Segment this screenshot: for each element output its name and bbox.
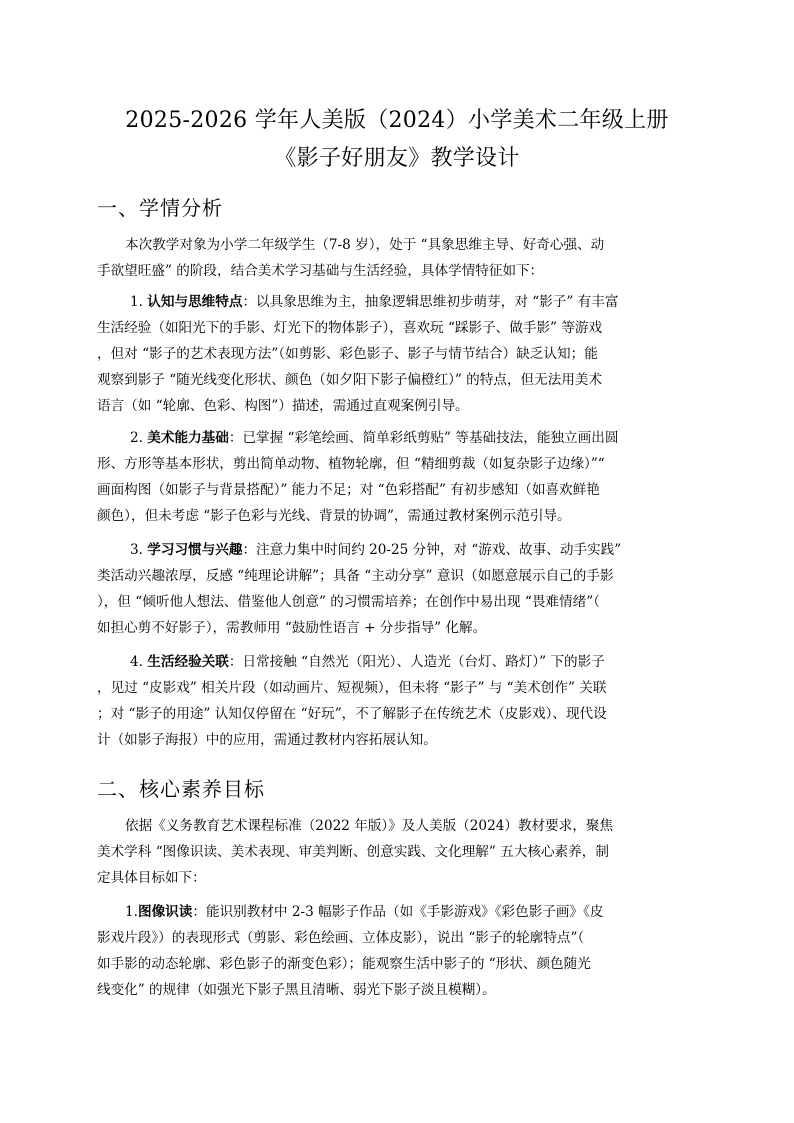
list-item-label: 美术能力基础 [147, 430, 229, 446]
paragraph-line: 手欲望旺盛” 的阶段，结合美术学习基础与生活经验，具体学情特征如下： [97, 263, 544, 279]
list-item-text: ：注意力集中时间约 20-25 分钟，对 “游戏、故事、动手实践” [242, 542, 622, 558]
list-item-number: 4. [130, 654, 148, 670]
list-item-text: ：以具象思维为主，抽象逻辑思维初步萌芽，对 “影子” 有丰富 [242, 294, 619, 310]
paragraph-line: ，但对 “影子的艺术表现方法”（如剪影、彩色影子、影子与情节结合）缺乏认知；能 [97, 346, 598, 362]
paragraph-line: ，见过 “皮影戏” 相关片段（如动画片、短视频），但未将 “影子” 与 “美术创作” 关联 [97, 680, 607, 696]
paragraph-line: ），但 “倾听他人想法、借鉴他人创意” 的习惯需培养；在创作中易出现 “畏难情绪”（ [97, 594, 600, 610]
paragraph-line: 类活动兴趣浓厚，反感 “纯理论讲解”；具备 “主动分享” 意识（如愿意展示自己的手影 [97, 568, 614, 584]
paragraph-line: 形、方形等基本形状，剪出简单动物、植物轮廓，但 “精细剪裁（如复杂影子边缘）”“ [97, 456, 605, 472]
list-item-life-experience-first-line [130, 652, 700, 672]
document-title-line-2: 《影子好朋友》教学设计 [274, 146, 520, 171]
paragraph-line: 影戏片段》）的表现形式（剪影、彩色绘画、立体皮影），说出 “影子的轮廓特点”（ [97, 930, 585, 946]
list-item-number: 3. [130, 542, 148, 558]
section-heading-learning-analysis: 一、学情分析 [97, 196, 223, 220]
paragraph-line: 如担心剪不好影子），需教师用 “鼓励性语言 + 分步指导” 化解。 [97, 620, 487, 636]
list-item-label: 生活经验关联 [147, 654, 229, 670]
paragraph-line: 线变化” 的规律（如强光下影子黑且清晰、弱光下影子淡且模糊）。 [97, 982, 496, 998]
paragraph-line: 计（如影子海报）中的应用，需通过教材内容拓展认知。 [97, 732, 437, 748]
list-item-number: 2. [130, 430, 148, 446]
list-item-label: 认知与思维特点 [147, 294, 243, 310]
paragraph-line: 本次教学对象为小学二年级学生（7-8 岁），处于 “具象思维主导、好奇心强、动 [125, 237, 605, 253]
paragraph-line: 定具体目标如下： [97, 870, 206, 886]
list-item-learning-habits-first-line [130, 540, 700, 560]
paragraph-line: 观察到影子 “随光线变化形状、颜色（如夕阳下影子偏橙红）” 的特点，但无法用美术 [97, 372, 603, 388]
paragraph-line: 如手影的动态轮廓、彩色影子的渐变色彩）；能观察生活中影子的 “形状、颜色随光 [97, 956, 591, 972]
list-item-image-reading-first-line [125, 902, 700, 922]
list-item-label: 学习习惯与兴趣 [147, 542, 243, 558]
list-item-text: ：能识别教材中 2-3 幅影子作品（如《手影游戏》《彩色影子画》《皮 [192, 904, 604, 920]
paragraph-line: 颜色），但未考虑 “影子色彩与光线、背景的协调”，需通过教材案例示范引导。 [97, 508, 571, 524]
section-heading-core-literacy-goals: 二、核心素养目标 [97, 777, 265, 801]
list-item-label: 图像识读 [137, 904, 193, 920]
list-item-text: ：日常接触 “自然光（阳光）、人造光（台灯、路灯）” 下的影子 [228, 654, 605, 670]
list-item-number: 1. [125, 904, 138, 920]
list-item-text: ：已掌握 “彩笔绘画、简单彩纸剪贴” 等基础技法，能独立画出圆 [228, 430, 619, 446]
list-item-art-ability-first-line [130, 428, 700, 448]
list-item-number: 1. [130, 294, 148, 310]
paragraph-line: 生活经验（如阳光下的手影、灯光下的物体影子），喜欢玩 “踩影子、做手影” 等游戏 [97, 320, 603, 336]
list-item-cognition-first-line [130, 292, 700, 312]
paragraph-line: 语言（如 “轮廓、色彩、构图”）描述，需通过直观案例引导。 [97, 398, 469, 414]
paragraph-line: 依据《义务教育艺术课程标准（2022 年版）》及人美版（2024）教材要求，聚焦 [125, 818, 614, 834]
paragraph-line: ；对 “影子的用途” 认知仅停留在 “好玩”，不了解影子在传统艺术（皮影戏）、现代设 [97, 706, 607, 722]
document-title-line-1: 2025-2026 学年人美版（2024）小学美术二年级上册 [125, 108, 669, 133]
paragraph-line: 美术学科 “图像识读、美术表现、审美判断、创意实践、文化理解” 五大核心素养，制 [97, 844, 609, 860]
paragraph-line: 画面构图（如影子与背景搭配）” 能力不足；对 “色彩搭配” 有初步感知（如喜欢鲜艳 [97, 482, 600, 498]
